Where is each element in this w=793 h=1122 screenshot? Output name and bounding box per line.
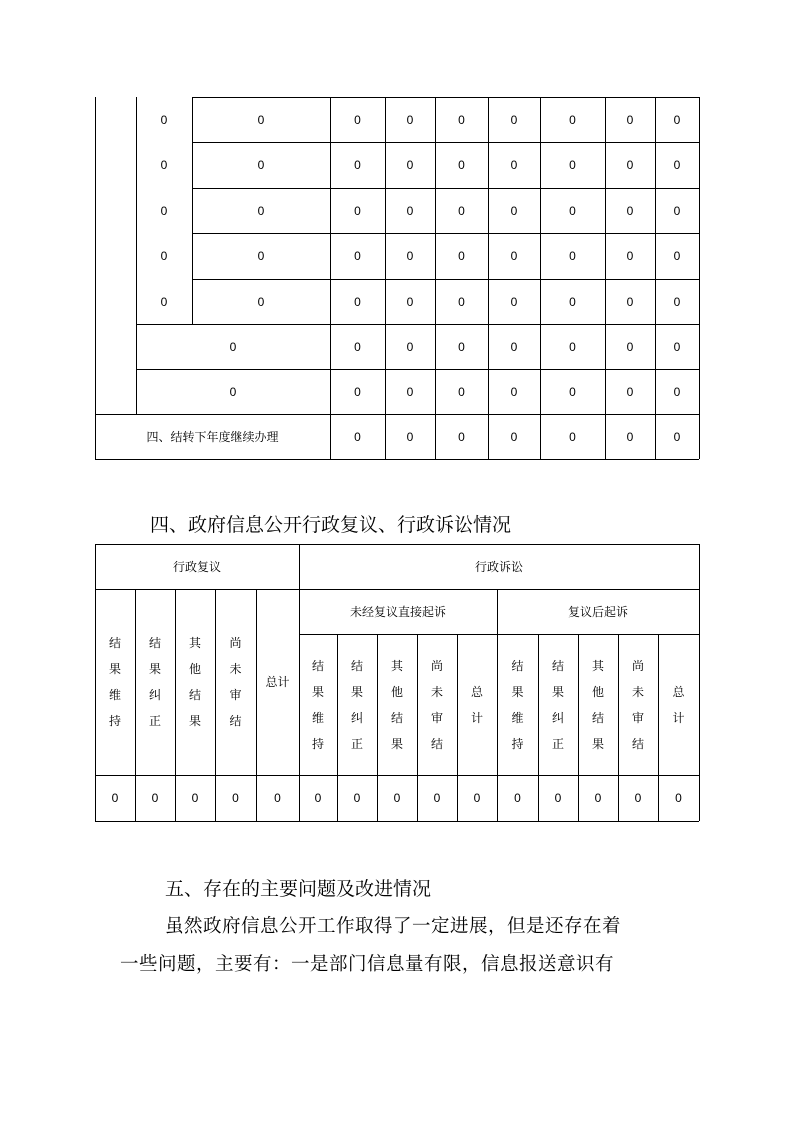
table-cell: 0	[160, 203, 168, 218]
table-cell: 0	[626, 112, 634, 127]
table-cell: 0	[569, 203, 576, 218]
column-label	[337, 634, 377, 775]
column-label-char: 正	[350, 736, 363, 751]
table-cell: 0	[510, 339, 518, 354]
table-cell: 0	[406, 384, 414, 399]
table-cell: 0	[569, 429, 576, 444]
column-label	[95, 589, 135, 775]
table-cell: 0	[354, 429, 361, 444]
value-cell: 0	[393, 791, 401, 805]
column-label-char: 结	[229, 714, 242, 728]
column-label-char: 纠	[350, 710, 363, 725]
column-label-char: 未	[631, 684, 644, 699]
column-label	[457, 634, 497, 775]
value-cell: 0	[594, 791, 602, 805]
table-cell: 0	[354, 203, 361, 218]
table-cell: 0	[673, 158, 681, 172]
column-label-char: 其	[591, 658, 604, 673]
column-label-char: 正	[551, 736, 564, 751]
table-cell: 0	[569, 384, 576, 399]
column-label-char: 计	[470, 710, 483, 725]
table-border	[95, 821, 699, 822]
table-cell: 0	[406, 203, 414, 218]
column-label-char: 审	[430, 710, 443, 725]
column-label-char: 结	[551, 658, 564, 673]
table-cell: 0	[354, 249, 361, 263]
value-cell: 0	[274, 791, 281, 805]
column-label-char: 未	[229, 662, 242, 676]
column-label-char: 持	[311, 736, 324, 751]
table-cell: 0	[257, 249, 265, 263]
table-cell: 0	[510, 429, 518, 444]
table-cell: 0	[160, 112, 168, 127]
table-cell: 0	[257, 294, 265, 309]
carry-over-label: 四、结转下年度继续办理	[146, 430, 279, 444]
table-cell: 0	[406, 158, 414, 172]
table-cell: 0	[569, 158, 576, 172]
table-cell: 0	[569, 339, 576, 354]
table-cell: 0	[229, 384, 237, 399]
column-label-char: 果	[350, 684, 363, 699]
table-border	[95, 459, 699, 460]
column-label-char: 其	[188, 636, 201, 650]
column-label-char: 结	[311, 658, 324, 673]
column-label-char: 果	[551, 684, 564, 699]
table-cell: 0	[160, 158, 168, 172]
column-label-char: 审	[229, 688, 242, 702]
column-label-char: 其	[390, 658, 403, 673]
column-label-char: 结	[108, 636, 121, 650]
column-label	[658, 634, 699, 775]
table-cell: 0	[510, 294, 518, 309]
table-cell: 0	[673, 112, 681, 127]
table-cell: 0	[406, 112, 414, 127]
column-label-char: 结	[511, 658, 524, 673]
table-border	[95, 97, 96, 459]
table-cell: 0	[569, 249, 576, 263]
table-cell: 0	[458, 429, 465, 444]
column-label	[497, 634, 538, 775]
column-label-char: 结	[148, 636, 161, 650]
table-cell: 0	[458, 294, 465, 309]
column-label	[578, 634, 618, 775]
admin-review-header: 行政复议	[172, 560, 221, 574]
table-cell: 0	[354, 339, 361, 354]
column-label-char: 结	[350, 658, 363, 673]
table-cell: 0	[406, 339, 414, 354]
table-cell: 0	[406, 294, 414, 309]
direct-suit-header: 未经复议直接起诉	[349, 605, 446, 619]
value-cell: 0	[232, 791, 239, 805]
column-label-char: 计	[672, 710, 685, 725]
column-label-char: 持	[108, 714, 121, 728]
table-cell: 0	[626, 158, 634, 172]
table-cell: 0	[626, 203, 634, 218]
value-cell: 0	[111, 791, 119, 805]
column-label	[215, 589, 256, 775]
value-cell: 0	[634, 791, 642, 805]
value-cell: 0	[675, 791, 682, 805]
column-label-char: 维	[108, 688, 121, 702]
column-label-char: 他	[390, 684, 403, 699]
column-label-char: 总	[672, 684, 685, 699]
table-cell: 0	[673, 339, 681, 354]
column-label-char: 尚	[229, 636, 242, 650]
value-cell: 0	[514, 791, 521, 805]
table-cell: 0	[626, 384, 634, 399]
after-review-suit-header: 复议后起诉	[567, 605, 628, 619]
table-cell: 0	[354, 294, 361, 309]
table-cell: 0	[510, 203, 518, 218]
table-cell: 0	[673, 203, 681, 218]
table-cell: 0	[510, 158, 518, 172]
column-label-char: 果	[108, 662, 121, 676]
table-cell: 0	[569, 112, 576, 127]
column-label-char: 总计	[265, 675, 290, 689]
value-cell: 0	[353, 791, 361, 805]
table-cell: 0	[569, 294, 576, 309]
table-cell: 0	[673, 249, 681, 263]
column-label-char: 他	[188, 662, 201, 676]
column-label-char: 尚	[430, 658, 443, 673]
column-label	[135, 589, 175, 775]
column-label-char: 持	[511, 736, 524, 751]
column-label-char: 未	[430, 684, 443, 699]
table-border	[699, 97, 700, 459]
table-cell: 0	[160, 294, 168, 309]
section5-heading: 五、存在的主要问题及改进情况	[165, 878, 432, 900]
table-cell: 0	[354, 112, 361, 127]
column-label-char: 结	[188, 688, 201, 702]
column-label	[618, 634, 658, 775]
table-cell: 0	[458, 112, 465, 127]
column-label-char: 果	[390, 736, 403, 751]
table-cell: 0	[626, 429, 634, 444]
column-label-char: 果	[188, 714, 201, 728]
paragraph-line-1: 虽然政府信息公开工作取得了一定进展，但是还存在着	[165, 916, 622, 937]
table-cell: 0	[458, 384, 465, 399]
column-label-char: 果	[591, 736, 604, 751]
column-label-char: 总	[470, 684, 483, 699]
column-label-char: 结	[631, 736, 644, 751]
column-label-char: 结	[591, 710, 604, 725]
column-label	[299, 634, 337, 775]
table-border	[699, 544, 700, 821]
table-cell: 0	[458, 339, 465, 354]
table-cell: 0	[257, 158, 265, 172]
column-label-char: 他	[591, 684, 604, 699]
table-cell: 0	[229, 339, 237, 354]
column-label	[417, 634, 457, 775]
column-label-char: 正	[148, 714, 161, 728]
column-label	[538, 634, 578, 775]
column-label	[377, 634, 417, 775]
paragraph-line-2: 一些问题，主要有：一是部门信息量有限，信息报送意识有	[120, 954, 615, 975]
table-cell: 0	[673, 384, 681, 399]
table-cell: 0	[257, 203, 265, 218]
table-cell: 0	[406, 429, 414, 444]
table-cell: 0	[626, 249, 634, 263]
table-cell: 0	[257, 112, 265, 127]
column-label-char: 结	[430, 736, 443, 751]
column-label-char: 果	[511, 684, 524, 699]
column-label-char: 果	[311, 684, 324, 699]
table-cell: 0	[510, 384, 518, 399]
admin-litigation-header: 行政诉讼	[474, 560, 523, 574]
value-cell: 0	[554, 791, 562, 805]
table-cell: 0	[510, 112, 518, 127]
table-cell: 0	[673, 294, 681, 309]
value-cell: 0	[191, 791, 199, 805]
table-cell: 0	[510, 249, 518, 263]
table-cell: 0	[458, 249, 465, 263]
column-label-char: 结	[390, 710, 403, 725]
column-label-char: 尚	[631, 658, 644, 673]
table-cell: 0	[406, 249, 414, 263]
table-cell: 0	[626, 294, 634, 309]
column-label-char: 纠	[551, 710, 564, 725]
value-cell: 0	[473, 791, 481, 805]
value-cell: 0	[433, 791, 441, 805]
column-label	[175, 589, 215, 775]
table-cell: 0	[354, 384, 361, 399]
section4-heading: 四、政府信息公开行政复议、行政诉讼情况	[150, 514, 512, 536]
table-cell: 0	[160, 249, 168, 263]
value-cell: 0	[314, 791, 322, 805]
column-label-char: 审	[631, 710, 644, 725]
value-cell: 0	[151, 791, 159, 805]
column-label	[256, 589, 299, 775]
column-label-char: 纠	[148, 688, 161, 702]
table-cell: 0	[458, 158, 465, 172]
table-cell: 0	[458, 203, 465, 218]
table-cell: 0	[626, 339, 634, 354]
table-cell: 0	[673, 429, 681, 444]
table-cell: 0	[354, 158, 361, 172]
column-label-char: 维	[311, 710, 324, 725]
column-label-char: 果	[148, 662, 161, 676]
column-label-char: 维	[511, 710, 524, 725]
